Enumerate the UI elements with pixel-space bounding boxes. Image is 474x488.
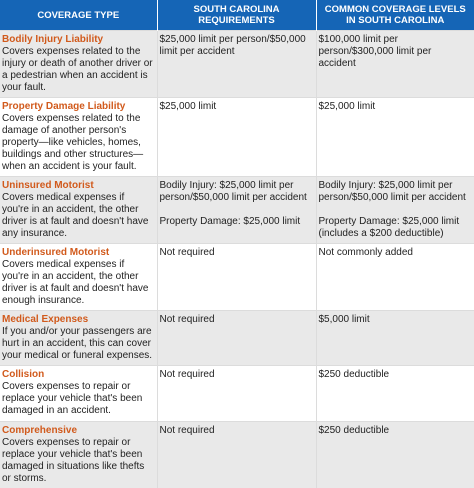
coverage-type-cell xyxy=(0,422,157,488)
requirement-cell xyxy=(157,422,316,488)
common-level-cell xyxy=(316,311,474,366)
header-sc-requirements: SOUTH CAROLINA REQUIREMENTS xyxy=(157,0,316,31)
coverage-type-cell xyxy=(0,244,157,311)
coverage-type-description: Covers expenses to repair or replace your vehicle that's been damaged in situations like thefts or storms. xyxy=(2,437,154,485)
requirement-cell xyxy=(157,177,316,244)
coverage-type-name: Bodily Injury Liability xyxy=(2,34,154,46)
requirement-cell xyxy=(157,244,316,311)
coverage-type-description: Covers expenses related to the damage of another person's property—like vehicles, homes, buildings and other structures—when an accident is your fault. xyxy=(2,113,154,173)
header-row xyxy=(0,0,474,31)
common-level-cell xyxy=(316,31,474,98)
requirement-cell xyxy=(157,311,316,366)
coverage-type-description: Covers expenses related to the injury or death of another driver or a pedestrian when an accident is your fault. xyxy=(2,46,154,94)
coverage-type-name: Medical Expenses xyxy=(2,314,154,326)
cell-spacer xyxy=(319,204,472,216)
table-row xyxy=(0,31,474,98)
coverage-type-cell xyxy=(0,366,157,422)
coverage-type-name: Uninsured Motorist xyxy=(2,180,154,192)
common-level-cell xyxy=(316,98,474,177)
coverage-type-description: Covers expenses to repair or replace your vehicle that's been damaged in an accident. xyxy=(2,381,154,417)
requirement-text: $25,000 limit per person/$50,000 limit per accident xyxy=(160,34,313,58)
requirement-cell xyxy=(157,98,316,177)
header-coverage-type: COVERAGE TYPE xyxy=(0,0,157,31)
common-level-text: Property Damage: $25,000 limit (includes a $200 deductible) xyxy=(319,216,472,240)
requirement-cell xyxy=(157,366,316,422)
coverage-type-name: Underinsured Motorist xyxy=(2,247,154,259)
table-row xyxy=(0,98,474,177)
common-level-cell xyxy=(316,244,474,311)
coverage-type-description: If you and/or your passengers are hurt in an accident, this can cover your medical or funeral expenses. xyxy=(2,326,154,362)
requirement-text: Not required xyxy=(160,247,313,259)
common-level-text: $250 deductible xyxy=(319,369,472,381)
table-row xyxy=(0,422,474,488)
cell-spacer xyxy=(160,204,313,216)
common-level-text: Not commonly added xyxy=(319,247,472,259)
table-row xyxy=(0,177,474,244)
coverage-type-cell xyxy=(0,311,157,366)
common-level-text: $5,000 limit xyxy=(319,314,472,326)
common-level-cell xyxy=(316,366,474,422)
coverage-type-description: Covers medical expenses if you're in an accident, the other driver is at fault and doesn't have enough insurance. xyxy=(2,259,154,307)
common-level-text: $250 deductible xyxy=(319,425,472,437)
common-level-cell xyxy=(316,422,474,488)
coverage-type-name: Collision xyxy=(2,369,154,381)
requirement-text: $25,000 limit xyxy=(160,101,313,113)
requirement-text: Not required xyxy=(160,425,313,437)
table-row xyxy=(0,311,474,366)
requirement-text: Not required xyxy=(160,314,313,326)
coverage-type-name: Property Damage Liability xyxy=(2,101,154,113)
table-row xyxy=(0,244,474,311)
common-level-text: $25,000 limit xyxy=(319,101,472,113)
coverage-type-cell xyxy=(0,98,157,177)
requirement-text: Bodily Injury: $25,000 limit per person/$50,000 limit per accident xyxy=(160,180,313,204)
header-common-levels: COMMON COVERAGE LEVELS IN SOUTH CAROLINA xyxy=(316,0,474,31)
coverage-type-name: Comprehensive xyxy=(2,425,154,437)
requirement-cell xyxy=(157,31,316,98)
coverage-type-cell xyxy=(0,31,157,98)
coverage-type-cell xyxy=(0,177,157,244)
requirement-text: Property Damage: $25,000 limit xyxy=(160,216,313,228)
common-level-cell xyxy=(316,177,474,244)
table-row xyxy=(0,366,474,422)
common-level-text: $100,000 limit per person/$300,000 limit per accident xyxy=(319,34,472,70)
common-level-text: Bodily Injury: $25,000 limit per person/$50,000 limit per accident xyxy=(319,180,472,204)
coverage-type-description: Covers medical expenses if you're in an accident, the other driver is at fault and doesn't have any insurance. xyxy=(2,192,154,240)
requirement-text: Not required xyxy=(160,369,313,381)
